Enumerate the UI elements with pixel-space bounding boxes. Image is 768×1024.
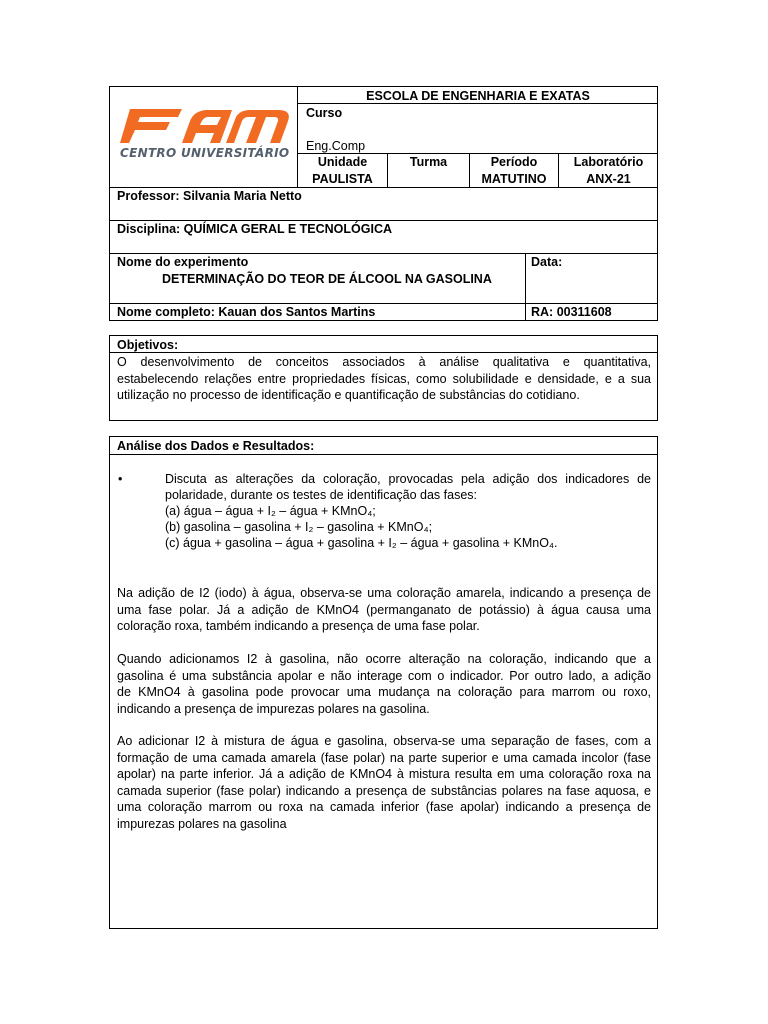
periodo-value: MATUTINO (481, 172, 547, 186)
header-table (109, 86, 658, 321)
paragraph-line: impurezas polares na gasolina (117, 816, 287, 831)
paragraph-line: de KMnO4 à gasolina pode provocar uma mudança na coloração para marrom ou roxo, (117, 685, 651, 699)
paragraph-line: camada superior (fase polar) indicando a presença de substâncias polares na fase aquosa, e (117, 783, 651, 798)
experimento-value: DETERMINAÇÃO DO TEOR DE ÁLCOOL NA GASOLINA (162, 272, 492, 286)
paragraph-line: Ao adicionar I2 à mistura de água e gasolina, observa-se uma separação de fases, com a (117, 734, 651, 748)
paragraph-3 (117, 733, 651, 832)
experimento-label: Nome do experimento (117, 255, 249, 269)
unidade-value: PAULISTA (312, 172, 373, 186)
analise-box (109, 436, 658, 929)
paragraph-line: apolar) na parte inferior. Já a adição de KMnO4 à mistura resulta em uma coloração roxa na (117, 767, 651, 781)
paragraph-line: coloração roxa, também indicando a presença de uma fase polar. (117, 619, 480, 633)
ra: RA: 00311608 (531, 305, 612, 319)
objetivos-line: utilização no processo de identificação e quantificação de substâncias do cotidiano. (117, 388, 580, 402)
logo-subtitle: CENTRO UNIVERSITÁRIO (120, 146, 290, 160)
curso-value: Eng.Comp (306, 139, 366, 153)
paragraph-1 (117, 585, 651, 635)
objetivos-box (109, 335, 658, 421)
laboratorio-value: ANX-21 (586, 172, 631, 186)
objetivos-line: O desenvolvimento de conceitos associados à análise qualitativa e quantitativa, (117, 355, 651, 369)
logo (110, 87, 298, 187)
objetivos-line: estabelecendo relações entre propriedades físicas, como solubilidade e densidade, e a sua (117, 371, 651, 386)
bullet-line: polaridade, durante os testes de identificação das fases: (165, 488, 478, 502)
paragraph-line: gasolina é uma substância apolar e não interage com o indicador. Por outro lado, a adição (117, 668, 651, 683)
item-b: (b) gasolina – gasolina + I₂ – gasolina + KMnO₄; (165, 520, 433, 534)
paragraph-line: uma coloração marrom ou roxa na camada inferior (fase apolar) indicando a presença de (117, 800, 651, 814)
professor: Professor: Silvania Maria Netto (117, 189, 302, 203)
disciplina: Disciplina: QUÍMICA GERAL E TECNOLÓGICA (117, 222, 393, 236)
item-c: (c) água + gasolina – água + gasolina + I₂ – água + gasolina + KMnO₄. (165, 536, 558, 550)
objetivos-title: Objetivos: (117, 338, 179, 352)
objetivos-text (117, 354, 651, 404)
paragraph-line: Na adição de I2 (iodo) à água, observa-se uma coloração amarela, indicando a presença de (117, 586, 651, 600)
item-a: (a) água – água + I₂ – água + KMnO₄; (165, 504, 376, 518)
nome-completo: Nome completo: Kauan dos Santos Martins (117, 305, 376, 319)
paragraph-line: Quando adicionamos I2 à gasolina, não ocorre alteração na coloração, indicando que a (117, 652, 651, 666)
school-name: ESCOLA DE ENGENHARIA E EXATAS (366, 89, 590, 103)
paragraph-2 (117, 651, 651, 717)
paragraph-line: indicando a presença de impurezas polares na gasolina. (117, 701, 430, 716)
turma-label: Turma (409, 155, 448, 169)
curso-label: Curso (306, 106, 343, 120)
bullet-question (165, 471, 651, 551)
bullet-icon: • (118, 472, 123, 486)
fam-logo-icon (120, 107, 292, 145)
paragraph-line: formação de uma camada amarela (fase polar) na parte superior e uma camada incolor (fase (117, 750, 651, 765)
laboratorio-label: Laboratório (573, 155, 644, 169)
data-label: Data: (531, 255, 563, 269)
bullet-line: Discuta as alterações da coloração, provocadas pela adição dos indicadores de (165, 472, 651, 486)
periodo-label: Período (490, 155, 538, 169)
unidade-label: Unidade (317, 155, 368, 169)
analise-title: Análise dos Dados e Resultados: (117, 439, 315, 453)
paragraph-line: uma fase polar. Já a adição de KMnO4 (permanganato de potássio) à água causa uma (117, 602, 651, 617)
